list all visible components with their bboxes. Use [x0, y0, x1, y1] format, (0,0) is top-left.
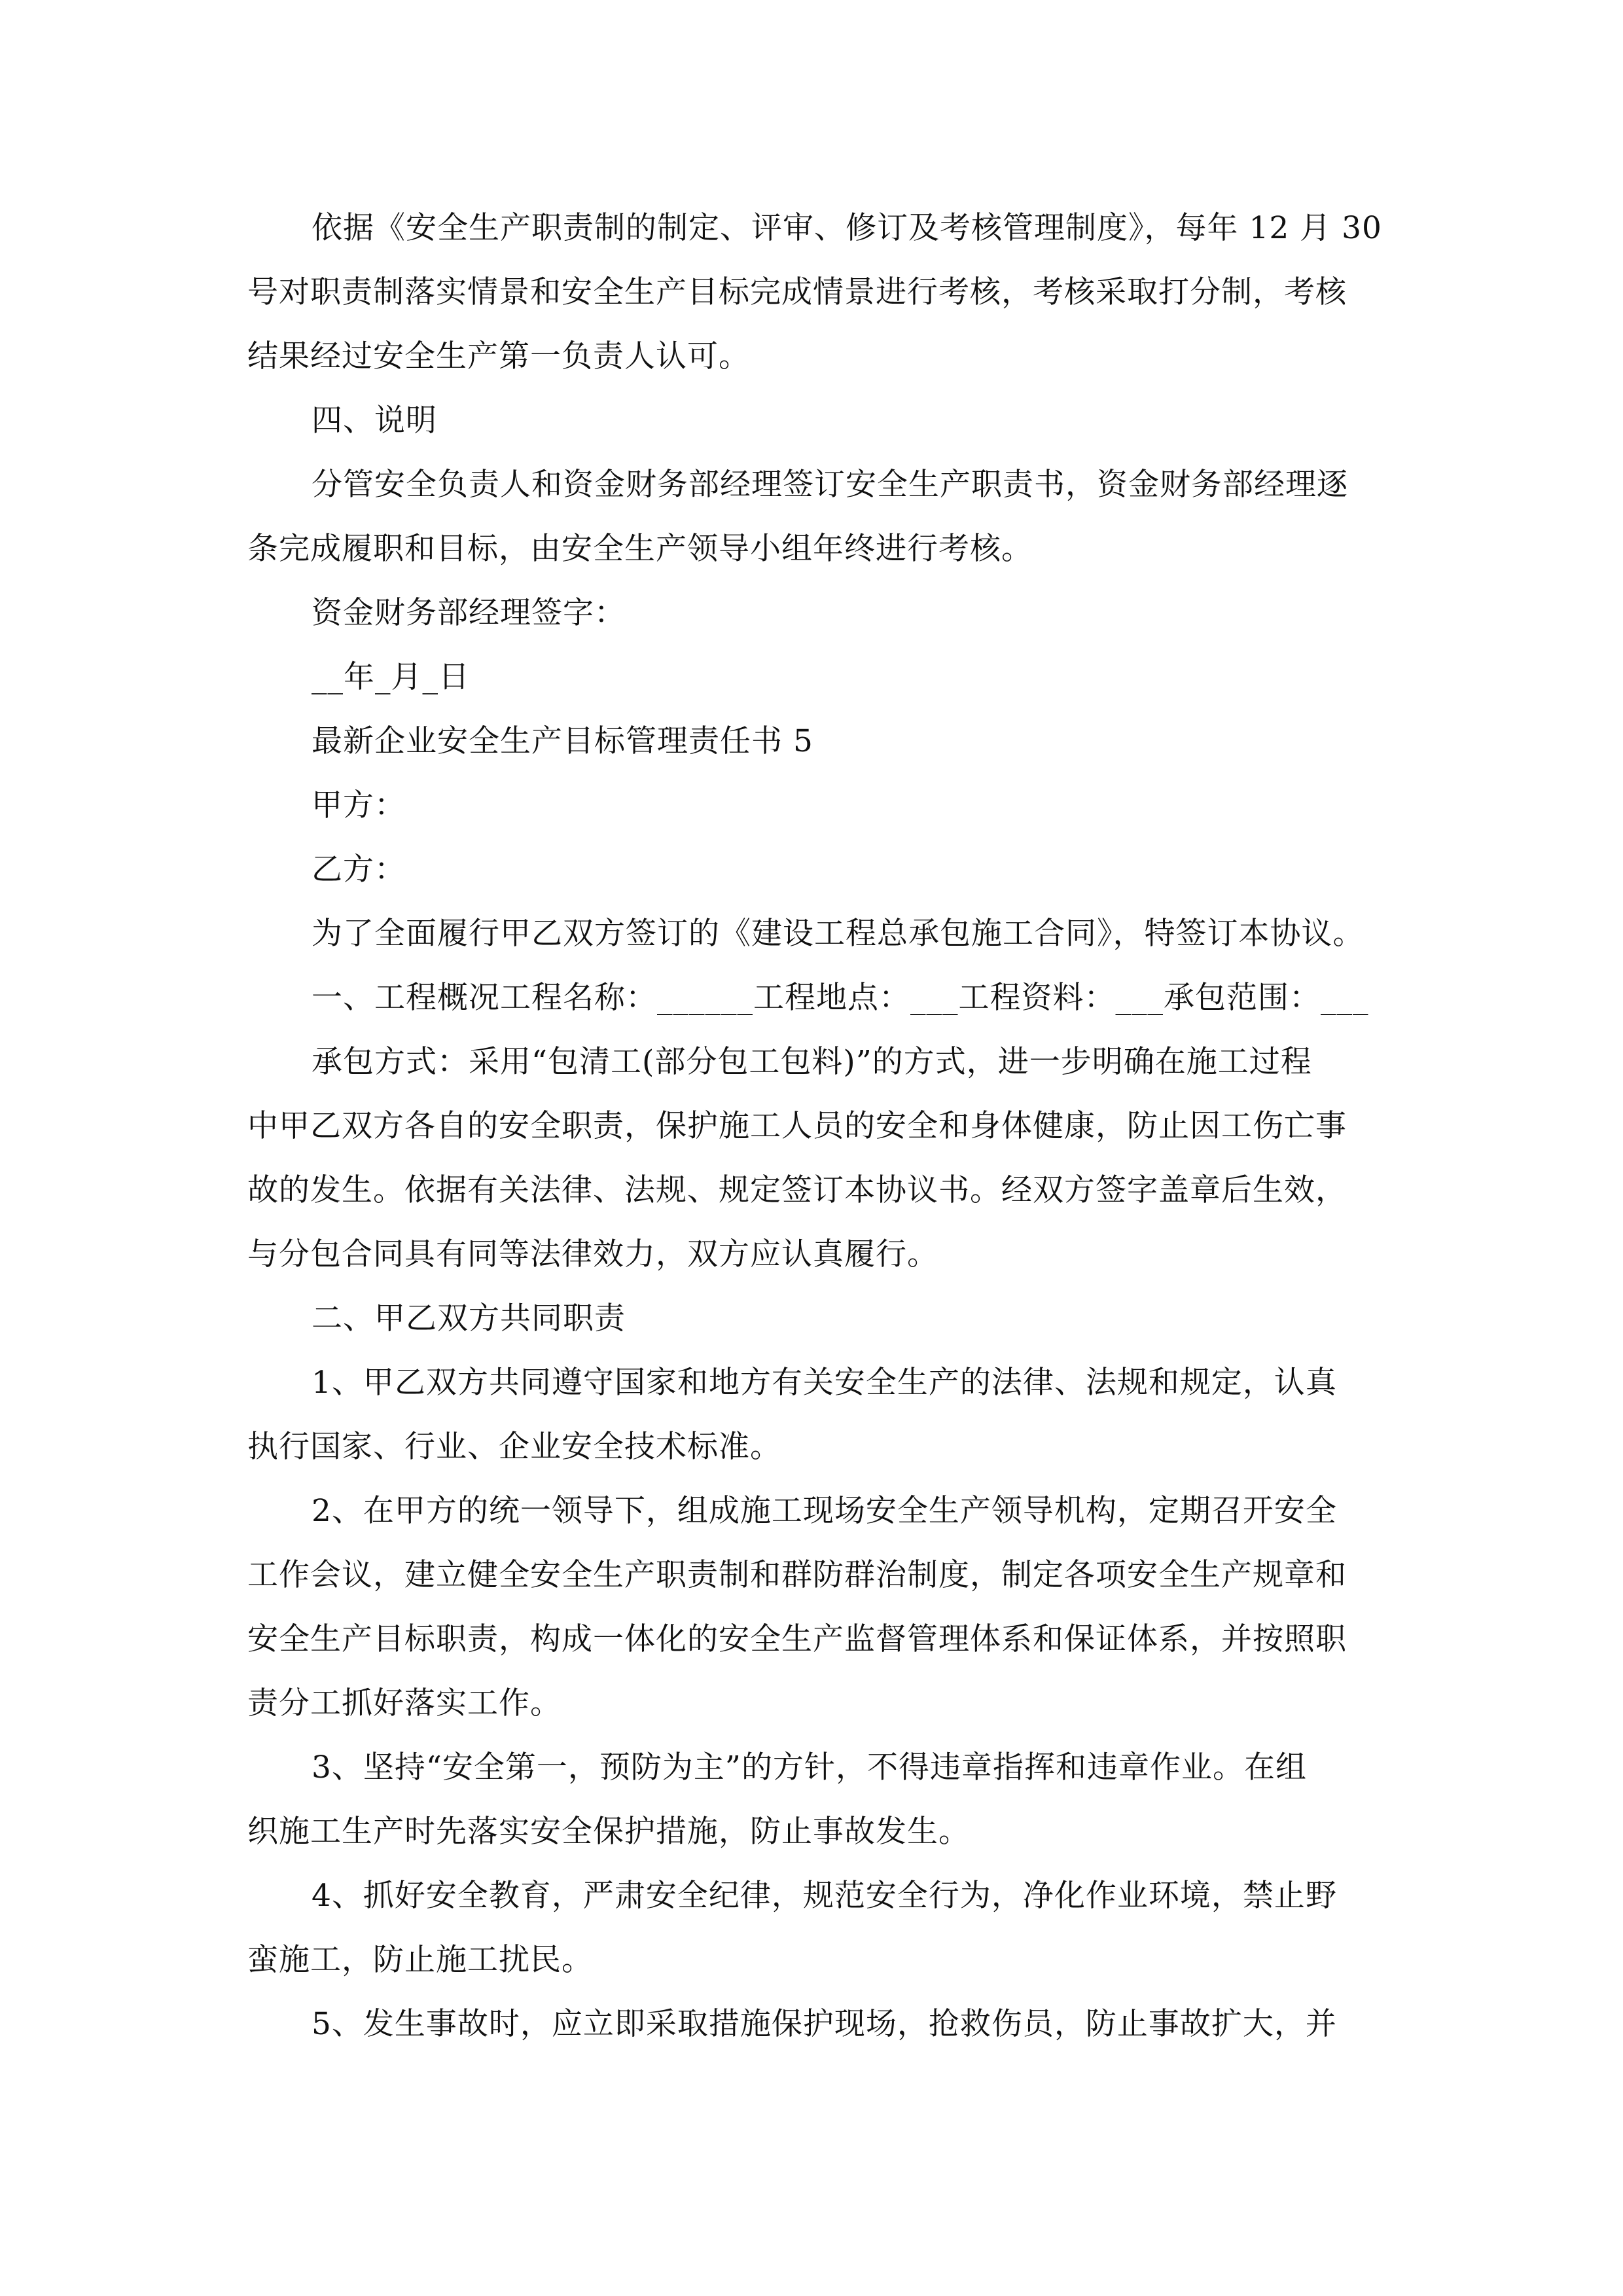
- paragraph: [247, 1736, 1381, 1864]
- text-line: 责分工抓好落实工作。: [247, 1685, 562, 1721]
- text-line: 一、工程概况工程名称：______工程地点：___工程资料：___承包范围：___: [312, 980, 1369, 1016]
- text-line: 号对职责制落实情景和安全生产目标完成情景进行考核，考核采取打分制，考核: [247, 274, 1347, 310]
- text-line: 依据《安全生产职责制的制定、评审、修订及考核管理制度》，每年 12 月 30: [312, 210, 1382, 246]
- paragraph: [247, 1992, 1381, 2056]
- paragraph: [247, 1864, 1381, 1992]
- text-line: 蛮施工，防止施工扰民。: [247, 1942, 593, 1978]
- paragraph: [247, 902, 1381, 966]
- text-line: 1、甲乙双方共同遵守国家和地方有关安全生产的法律、法规和规定，认真: [312, 1365, 1337, 1401]
- text-line: 结果经过安全生产第一负责人认可。: [247, 338, 750, 374]
- text-line: 执行国家、行业、企业安全技术标准。: [247, 1429, 781, 1465]
- section-heading: [247, 389, 1381, 453]
- party-b-line: [247, 838, 1381, 902]
- text-line: 3、坚持“安全第一，预防为主”的方针，不得违章指挥和违章作业。在组: [312, 1749, 1307, 1785]
- document-page: [247, 196, 1381, 2056]
- text-line: 与分包合同具有同等法律效力，双方应认真履行。: [247, 1236, 938, 1272]
- text-line: 资金财务部经理签字：: [312, 595, 626, 631]
- paragraph: [247, 196, 1381, 389]
- signature-line: [247, 581, 1381, 645]
- text-line: 为了全面履行甲乙双方签订的《建设工程总承包施工合同》，特签订本协议。: [312, 916, 1364, 952]
- paragraph: [247, 453, 1381, 581]
- paragraph: [247, 1351, 1381, 1479]
- text-line: 承包方式：采用“包清工(部分包工包料)”的方式，进一步明确在施工过程: [312, 1044, 1312, 1080]
- paragraph: [247, 1479, 1381, 1736]
- text-line: 四、说明: [312, 403, 437, 439]
- text-line: 工作会议，建立健全安全生产职责制和群防群治制度，制定各项安全生产规章和: [247, 1557, 1347, 1593]
- text-line: 二、甲乙双方共同职责: [312, 1300, 626, 1336]
- section-heading: [247, 966, 1381, 1030]
- date-line: [247, 645, 1381, 709]
- text-line: 故的发生。依据有关法律、法规、规定签订本协议书。经双方签字盖章后生效，: [247, 1172, 1347, 1208]
- text-line: 2、在甲方的统一领导下，组成施工现场安全生产领导机构，定期召开安全: [312, 1493, 1337, 1529]
- text-line: 最新企业安全生产目标管理责任书 5: [312, 723, 813, 759]
- text-line: 甲方：: [312, 787, 406, 823]
- text-line: 安全生产目标职责，构成一体化的安全生产监督管理体系和保证体系，并按照职: [247, 1621, 1347, 1657]
- text-line: 5、发生事故时，应立即采取措施保护现场，抢救伤员，防止事故扩大，并: [312, 2006, 1337, 2042]
- text-line: __年_月_日: [312, 659, 470, 695]
- text-line: 条完成履职和目标，由安全生产领导小组年终进行考核。: [247, 531, 1033, 567]
- text-line: 乙方：: [312, 852, 406, 888]
- text-line: 织施工生产时先落实安全保护措施，防止事故发生。: [247, 1814, 970, 1850]
- document-title: [247, 709, 1381, 774]
- text-line: 中甲乙双方各自的安全职责，保护施工人员的安全和身体健康，防止因工伤亡事: [247, 1108, 1347, 1144]
- party-a-line: [247, 774, 1381, 838]
- text-line: 4、抓好安全教育，严肃安全纪律，规范安全行为，净化作业环境，禁止野: [312, 1878, 1337, 1914]
- paragraph: [247, 1030, 1381, 1287]
- section-heading: [247, 1287, 1381, 1351]
- text-line: 分管安全负责人和资金财务部经理签订安全生产职责书，资金财务部经理逐: [312, 467, 1348, 503]
